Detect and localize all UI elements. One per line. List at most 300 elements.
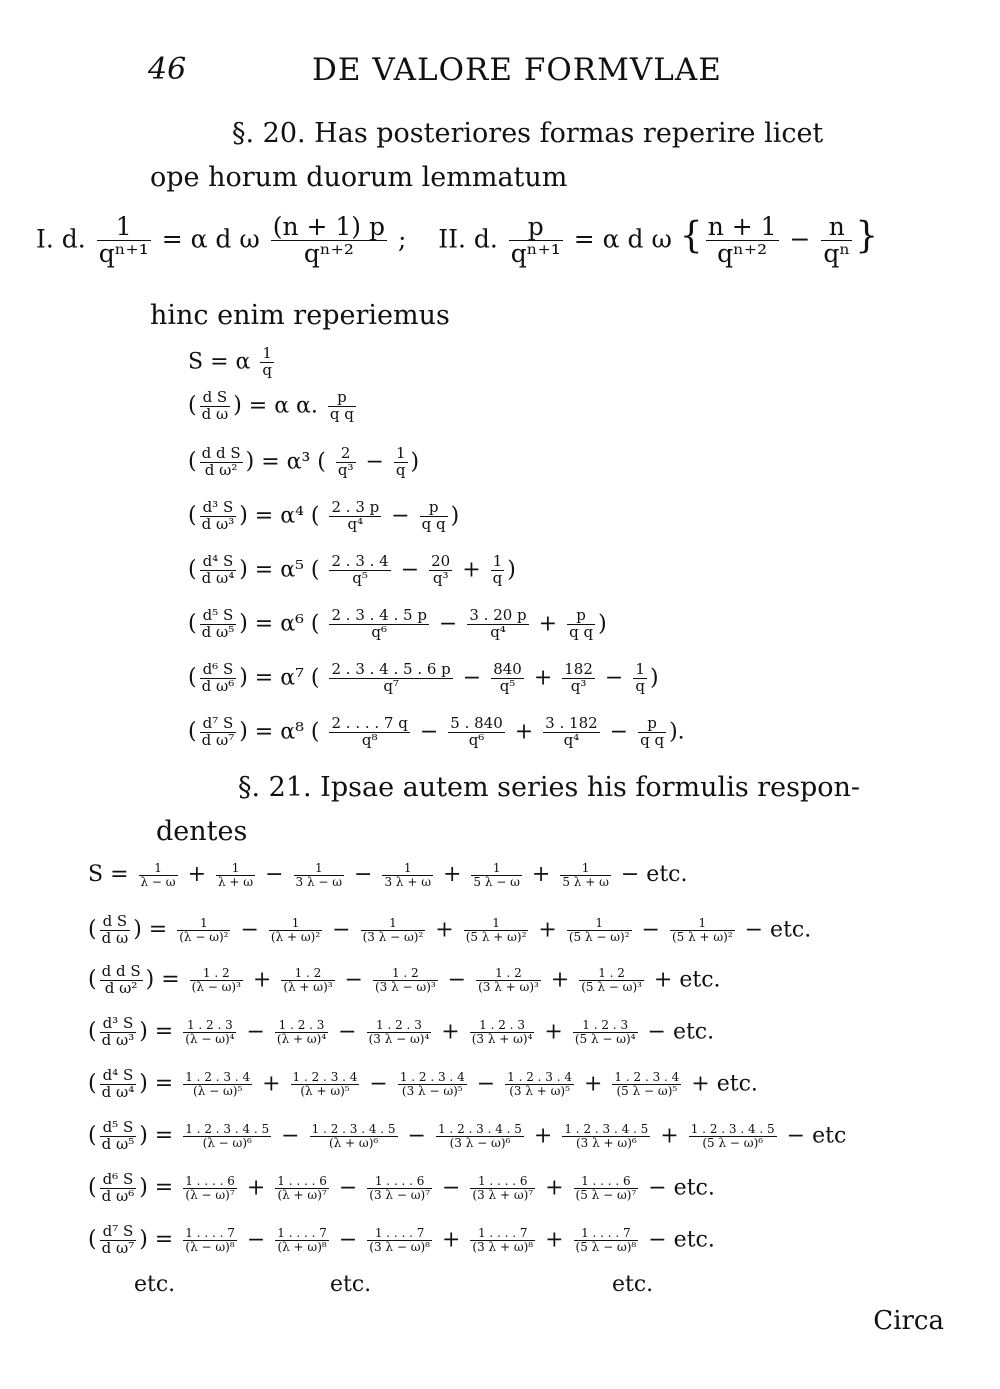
series-op: − — [331, 1019, 364, 1045]
series-lhs-fraction-num: d S — [100, 914, 131, 931]
deriv-lhs-fraction-num: d⁵ S — [200, 608, 237, 625]
deriv-lhs: ( $\frac{\text{d⁶ S}}{\text{d ω⁶}}$ ) — [188, 660, 255, 695]
lemma1-equals: = α d ω — [161, 224, 260, 254]
deriv-lhs-fraction — [200, 554, 237, 587]
series-term-den: (3 λ − ω)⁷ — [369, 1187, 430, 1202]
series-row — [88, 862, 688, 888]
series-term-num: 1 . . . . 7 — [185, 1226, 235, 1241]
series-term-den: λ + ω — [218, 874, 254, 889]
deriv-coef: = α⁴ ( — [254, 503, 327, 529]
series-term-num: 1 . 2 . 3 . 4 . 5 — [437, 1122, 522, 1137]
series-op: + — [526, 1123, 560, 1149]
deriv-lhs-fraction — [200, 500, 237, 533]
deriv-lhs-fraction — [200, 662, 237, 695]
deriv-term-num: p — [328, 390, 356, 407]
series-term-den: (5 λ + ω)² — [671, 929, 733, 944]
deriv-term-num: 2 . 3 . 4 . 5 p — [331, 606, 427, 624]
series-op: − — [337, 967, 370, 993]
series-term-num: 1 — [567, 917, 632, 931]
para21-line2: dentes — [156, 816, 248, 847]
series-lhs: S = — [88, 862, 136, 888]
series-op: − — [634, 917, 667, 943]
deriv-lhs-fraction-den: d ω⁵ — [201, 622, 235, 641]
deriv-term — [638, 716, 666, 749]
series-term — [269, 917, 322, 943]
para21-line1: §. 21. Ipsae autem series his formulis respon- — [238, 772, 861, 803]
series-term — [579, 967, 644, 993]
lemma1-fraction: $\frac{1}{\text{qⁿ⁺¹}}$ — [98, 212, 149, 269]
series-op: + — [577, 1071, 610, 1097]
series-term — [216, 862, 255, 888]
deriv-lhs-fraction-den: d ω — [201, 404, 229, 423]
series-lhs-fraction-den: d ω⁶ — [101, 1186, 135, 1205]
series-lhs-fraction-den: d ω⁵ — [101, 1134, 135, 1153]
series-term-den: (3 λ − ω)³ — [374, 979, 436, 994]
series-term — [183, 1227, 237, 1253]
series-term-den: (3 λ − ω)⁵ — [401, 1083, 463, 1098]
series-op: − — [362, 1071, 395, 1097]
deriv-term-num: 1 — [491, 554, 505, 571]
series-term — [573, 1019, 638, 1045]
deriv-term-den: q⁶ — [371, 622, 388, 641]
series-term-den: (5 λ − ω)² — [568, 929, 630, 944]
deriv-term-den: q q — [640, 730, 665, 749]
deriv-term — [329, 500, 381, 533]
deriv-term — [329, 662, 452, 695]
series-term-num: 1 — [471, 862, 522, 876]
series-term-den: (5 λ − ω)³ — [581, 979, 642, 994]
series-lhs-fraction — [100, 1224, 137, 1257]
series-term-num: 1 — [560, 862, 611, 876]
deriv-tail: ) — [598, 611, 607, 637]
series-op: + — [255, 1071, 288, 1097]
series-op: − — [440, 967, 474, 993]
series-term-den: (λ − ω)⁶ — [202, 1135, 252, 1150]
series-lhs: ( $\frac{\text{d S}}{\text{d ω}}$ ) = — [88, 912, 175, 947]
deriv-term-num: 182 — [564, 660, 593, 678]
series-term-num: 1 . . . . 7 — [277, 1226, 327, 1241]
series-term-den: (λ + ω)² — [270, 929, 321, 944]
series-term — [373, 967, 438, 993]
series-op: − — [331, 1175, 365, 1201]
series-tail: − etc — [779, 1123, 847, 1149]
deriv-term-den: q³ — [337, 460, 354, 479]
series-term — [689, 1123, 777, 1149]
series-term-den: (λ + ω)⁴ — [276, 1031, 327, 1046]
deriv-term-num: 2 . 3 p — [331, 498, 380, 516]
series-term-den: (3 λ − ω)⁶ — [449, 1135, 511, 1150]
deriv-lhs: S = α — [188, 349, 258, 375]
series-term — [183, 1175, 237, 1201]
series-term — [183, 1019, 236, 1045]
deriv-coef: = α⁶ ( — [254, 611, 327, 637]
series-tail: − etc. — [641, 1175, 715, 1201]
series-term-den: (λ + ω)⁶ — [328, 1135, 379, 1150]
deriv-lhs-fraction-den: d ω⁶ — [201, 676, 235, 695]
series-row — [88, 1068, 758, 1101]
series-term — [139, 862, 178, 888]
deriv-term — [633, 662, 647, 695]
series-term — [275, 1019, 328, 1045]
series-term-den: (5 λ + ω)² — [465, 929, 527, 944]
series-op: + — [538, 1175, 571, 1201]
deriv-term-den: q³ — [432, 568, 449, 587]
series-op: + — [245, 967, 279, 993]
para20-line1: §. 20. Has posteriores formas reperire licet — [232, 118, 824, 149]
series-term — [275, 1227, 329, 1253]
series-term-den: (5 λ − ω)⁶ — [702, 1135, 764, 1150]
series-term-den: (λ + ω)³ — [283, 979, 333, 994]
series-term — [190, 967, 243, 993]
series-op: − — [469, 1071, 503, 1097]
series-op: + — [653, 1123, 686, 1149]
series-term — [367, 1227, 432, 1253]
deriv-lhs: ( $\frac{\text{d³ S}}{\text{d ω³}}$ ) — [188, 498, 255, 533]
deriv-term — [543, 716, 599, 749]
deriv-op: − — [412, 719, 446, 745]
series-term-num: 1 — [361, 917, 426, 931]
series-term-num: 1 . 2 . 3 . 4 . 5 — [564, 1122, 649, 1137]
series-op: − — [435, 1175, 468, 1201]
deriv-coef: = α³ ( — [261, 449, 333, 475]
deriv-tail: ) — [649, 665, 659, 691]
deriv-term-num: 2 . . . . 7 q — [331, 714, 408, 732]
series-op: + — [524, 862, 558, 888]
deriv-coef: = α⁵ ( — [254, 557, 327, 583]
deriv-term-den: q q — [329, 404, 354, 423]
deriv-term-num: 2 . 3 . 4 — [331, 552, 389, 570]
series-term-den: (3 λ + ω)⁵ — [509, 1083, 570, 1098]
deriv-lhs-fraction-den: d ω⁴ — [201, 568, 235, 587]
series-term — [310, 1123, 398, 1149]
lemma2-equals: = α d ω — [573, 224, 672, 254]
lemma2-label: II. d. — [438, 224, 498, 254]
series-term — [471, 862, 522, 888]
series-lhs: ( $\frac{\text{d⁴ S}}{\text{d ω⁴}}$ ) = — [88, 1066, 181, 1101]
series-term-num: 1 . 2 . 3 — [275, 1019, 328, 1033]
deriv-op: − — [358, 449, 391, 475]
series-op: − — [347, 862, 380, 888]
series-op: + — [531, 917, 564, 943]
series-op: − — [239, 1227, 273, 1253]
deriv-term — [429, 554, 452, 587]
series-term — [291, 1071, 360, 1097]
deriv-op: + — [507, 719, 541, 745]
deriv-tail: ) — [450, 503, 460, 529]
series-term — [281, 967, 334, 993]
series-term-num: 1 . 2 . 3 . 4 — [292, 1070, 358, 1085]
series-lhs-fraction — [100, 1016, 137, 1049]
deriv-op: + — [531, 611, 565, 637]
series-term-den: (3 λ − ω)⁴ — [368, 1031, 430, 1046]
page-header — [0, 52, 1000, 92]
brace-close: } — [855, 215, 879, 257]
series-op: − — [239, 1019, 272, 1045]
series-term — [670, 917, 735, 943]
series-term-den: 3 λ + ω — [384, 874, 431, 889]
deriv-term-num: p — [420, 500, 448, 517]
series-term-den: (λ + ω)⁵ — [300, 1083, 350, 1098]
series-lhs: ( $\frac{\text{d⁵ S}}{\text{d ω⁵}}$ ) = — [88, 1118, 181, 1153]
series-term — [476, 967, 541, 993]
series-term-den: 5 λ − ω — [473, 874, 520, 889]
series-term-num: 1 — [464, 917, 529, 931]
series-term — [367, 1175, 432, 1201]
etc-1: etc. — [134, 1272, 176, 1297]
deriv-term-den: q — [262, 360, 272, 379]
deriv-term — [260, 346, 274, 379]
series-lhs: ( $\frac{\text{d⁷ S}}{\text{d ω⁷}}$ ) = — [88, 1222, 181, 1257]
derivative-row — [188, 554, 516, 587]
series-term — [562, 1123, 650, 1149]
lemma1-label: I. d. — [36, 224, 86, 254]
series-term-den: (3 λ + ω)⁶ — [575, 1135, 637, 1150]
series-term-den: (3 λ + ω)⁴ — [471, 1031, 533, 1046]
series-tail: + etc. — [646, 967, 721, 993]
series-term — [464, 917, 529, 943]
series-term-den: (3 λ − ω)² — [362, 929, 424, 944]
series-term-den: (λ − ω)⁸ — [185, 1239, 235, 1254]
series-term-den: (λ + ω)⁸ — [277, 1239, 327, 1254]
series-lhs-fraction-den: d ω⁴ — [101, 1082, 135, 1101]
lemma1-rhs-fraction: $\frac{(n + 1) p}{\text{qⁿ⁺²}}$ — [272, 212, 386, 269]
deriv-term-num: 3 . 182 — [545, 714, 598, 732]
deriv-lhs: ( $\frac{\text{d S}}{\text{d ω}}$ ) — [188, 388, 249, 423]
series-term-num: 1 — [294, 862, 345, 876]
series-op: + — [428, 917, 461, 943]
lemma-separator: ; — [397, 224, 407, 254]
derivative-row — [188, 446, 419, 479]
derivative-row — [188, 390, 359, 423]
series-term-num: 1 . 2 . 3 . 4 — [399, 1070, 465, 1085]
series-row — [88, 1172, 715, 1205]
series-term-den: (5 λ − ω)⁴ — [574, 1031, 636, 1046]
series-tail: − etc. — [613, 862, 688, 888]
series-term-num: 1 . . . . 6 — [277, 1174, 327, 1189]
series-term-num: 1 . . . . 7 — [470, 1227, 535, 1241]
series-term-num: 1 . . . . 7 — [574, 1227, 639, 1241]
deriv-term-num: 1 — [394, 446, 408, 463]
series-term-num: 1 — [216, 862, 255, 876]
series-row — [88, 1016, 714, 1049]
series-term — [470, 1175, 535, 1201]
deriv-term — [328, 390, 356, 423]
deriv-op: − — [602, 719, 636, 745]
deriv-lhs-fraction-num: d⁴ S — [200, 554, 237, 571]
series-term-num: 1 . . . . 6 — [185, 1174, 235, 1189]
series-term-num: 1 . . . . 6 — [574, 1175, 639, 1189]
deriv-lhs-fraction — [200, 446, 243, 479]
deriv-lhs: ( $\frac{\text{d⁷ S}}{\text{d ω⁷}}$ ) — [188, 714, 255, 749]
deriv-term-den: q⁵ — [352, 568, 368, 587]
series-term-num: 1 . 2 . 3 . 4 . 5 — [690, 1122, 775, 1137]
series-lhs-fraction-den: d ω — [101, 928, 129, 947]
deriv-term — [567, 608, 595, 641]
series-term — [470, 1227, 535, 1253]
series-term-num: 1 . . . . 6 — [470, 1175, 535, 1189]
series-lhs: ( $\frac{\text{d³ S}}{\text{d ω³}}$ ) = — [88, 1014, 181, 1049]
deriv-term-num: 2 . 3 . 4 . 5 . 6 p — [331, 660, 451, 678]
series-term-num: 1 . 2 . 3 . 4 — [614, 1070, 680, 1085]
series-term-num: 1 . 2 . 3 . 4 — [185, 1070, 251, 1085]
deriv-lhs-fraction-num: d S — [200, 390, 231, 407]
series-lhs-fraction — [100, 1172, 137, 1205]
deriv-term-den: q⁴ — [490, 622, 506, 641]
hinc-line: hinc enim reperiemus — [150, 300, 450, 331]
series-term — [612, 1071, 681, 1097]
series-term — [574, 1227, 639, 1253]
series-term-num: 1 . 2 — [579, 967, 644, 981]
deriv-lhs-fraction-num: d⁷ S — [200, 716, 237, 733]
series-lhs-fraction — [100, 1068, 137, 1101]
deriv-term-den: q — [395, 460, 406, 479]
series-term-den: (λ − ω)⁷ — [185, 1187, 235, 1202]
deriv-lhs-fraction — [200, 716, 237, 749]
series-term — [574, 1175, 639, 1201]
series-lhs-fraction-den: d ω² — [104, 978, 138, 997]
deriv-lhs-fraction-den: d ω² — [204, 460, 238, 479]
deriv-term-num: 5 . 840 — [450, 714, 503, 732]
series-term — [567, 917, 632, 943]
deriv-lhs-fraction-num: d⁶ S — [200, 662, 237, 679]
deriv-term — [394, 446, 408, 479]
series-term-den: 5 λ + ω — [562, 874, 609, 889]
deriv-term-den: q⁷ — [383, 676, 399, 695]
running-title: DE VALORE FORMVLAE — [312, 52, 722, 88]
series-term-den: (λ − ω)³ — [191, 979, 241, 994]
deriv-term — [562, 662, 595, 695]
deriv-term-den: q⁵ — [499, 676, 516, 695]
deriv-term-den: q q — [421, 514, 446, 533]
series-term-den: (5 λ − ω)⁸ — [575, 1239, 637, 1254]
deriv-term-num: 2 — [336, 446, 356, 463]
deriv-term-den: q⁶ — [468, 730, 485, 749]
series-term-num: 1 — [139, 862, 178, 876]
series-term-num: 1 — [670, 917, 735, 931]
series-term-num: 1 . 2 . 3 — [470, 1019, 535, 1033]
series-term-den: 3 λ − ω — [295, 874, 343, 889]
deriv-term-num: 840 — [493, 660, 522, 678]
deriv-lhs-fraction — [200, 608, 237, 641]
series-term-num: 1 . 2 . 3 . 4 . 5 — [311, 1122, 396, 1137]
deriv-op: − — [597, 665, 631, 691]
series-term — [436, 1123, 524, 1149]
series-term — [560, 862, 611, 888]
deriv-term-num: 1 — [260, 346, 274, 363]
etc-2: etc. — [330, 1272, 372, 1297]
deriv-term-den: q — [492, 568, 503, 587]
series-term-den: (5 λ − ω)⁵ — [616, 1083, 678, 1098]
catchword: Circa — [873, 1306, 944, 1336]
series-term-den: λ − ω — [140, 874, 176, 889]
series-tail: − etc. — [640, 1019, 715, 1045]
deriv-term-num: p — [567, 608, 595, 625]
series-op: − — [233, 917, 266, 943]
deriv-term-num: 1 — [633, 662, 647, 679]
series-lhs-fraction — [100, 964, 143, 997]
para20-line2: ope horum duorum lemmatum — [150, 162, 568, 193]
series-term-num: 1 . . . . 7 — [367, 1227, 432, 1241]
brace-open: { — [679, 215, 703, 257]
series-term-num: 1 . 2 — [281, 967, 334, 981]
series-row — [88, 1120, 846, 1153]
deriv-term — [420, 500, 448, 533]
series-term-den: (λ + ω)⁷ — [277, 1187, 327, 1202]
deriv-term — [467, 608, 528, 641]
deriv-tail: ). — [669, 719, 685, 745]
series-term-num: 1 . . . . 6 — [367, 1175, 432, 1189]
deriv-term — [491, 554, 505, 587]
series-lhs: ( $\frac{\text{d⁶ S}}{\text{d ω⁶}}$ ) = — [88, 1170, 181, 1205]
series-term — [505, 1071, 574, 1097]
series-op: + — [543, 967, 577, 993]
series-tail: − etc. — [737, 917, 812, 943]
deriv-term — [329, 716, 409, 749]
deriv-lhs-fraction — [200, 390, 231, 423]
deriv-term — [329, 608, 428, 641]
series-term-num: 1 . 2 — [373, 967, 438, 981]
deriv-lhs: ( $\frac{\text{d d S}}{\text{d ω²}}$ ) — [188, 444, 262, 479]
deriv-term — [448, 716, 504, 749]
series-term — [275, 1175, 329, 1201]
series-op: + — [537, 1019, 570, 1045]
series-term — [177, 917, 230, 943]
series-tail: + etc. — [684, 1071, 758, 1097]
deriv-term-den: q q — [569, 622, 594, 641]
deriv-lhs-fraction-num: d³ S — [200, 500, 237, 517]
series-term-num: 1 . 2 . 3 — [573, 1019, 638, 1033]
series-term-den: (λ − ω)² — [179, 929, 229, 944]
lemma-formula — [36, 214, 878, 268]
series-term — [294, 862, 345, 888]
series-term-den: (3 λ + ω)⁸ — [472, 1239, 534, 1254]
series-term-num: 1 . 2 . 3 . 4 . 5 — [185, 1122, 270, 1137]
deriv-op: + — [526, 665, 560, 691]
derivative-row — [188, 346, 277, 379]
deriv-lhs: ( $\frac{\text{d⁴ S}}{\text{d ω⁴}}$ ) — [188, 552, 255, 587]
lemma2-fraction: $\frac{p}{\text{qⁿ⁺¹}}$ — [510, 212, 561, 269]
lemma2-term-b: $\frac{n}{\text{qⁿ}}$ — [823, 212, 851, 269]
series-term — [382, 862, 433, 888]
series-op: + — [435, 862, 469, 888]
series-op: − — [400, 1123, 433, 1149]
series-term-den: (λ − ω)⁴ — [185, 1031, 235, 1046]
series-term-num: 1 . 2 . 3 . 4 — [507, 1070, 572, 1085]
series-op: + — [435, 1227, 468, 1253]
series-term-den: (λ − ω)⁵ — [193, 1083, 243, 1098]
deriv-op: − — [384, 503, 417, 529]
series-term-num: 1 — [382, 862, 433, 876]
series-lhs: ( $\frac{\text{d d S}}{\text{d ω²}}$ ) = — [88, 962, 187, 997]
series-row — [88, 1224, 715, 1257]
deriv-coef: = α⁸ ( — [254, 719, 327, 745]
series-term-num: 1 . 2 . 3 — [367, 1019, 432, 1033]
series-term — [183, 1123, 271, 1149]
series-term-num: 1 — [177, 917, 230, 931]
deriv-lhs-fraction-den: d ω⁷ — [201, 730, 235, 749]
deriv-coef: = α α. — [248, 393, 325, 419]
page-number: 46 — [148, 52, 187, 87]
etc-3: etc. — [612, 1272, 654, 1297]
deriv-lhs-fraction-num: d d S — [201, 444, 241, 462]
derivative-row — [188, 662, 659, 695]
deriv-term — [336, 446, 356, 479]
series-term-den: (3 λ − ω)⁸ — [369, 1239, 430, 1254]
series-row — [88, 964, 721, 997]
deriv-op: − — [393, 557, 427, 583]
series-lhs-fraction-num: d⁶ S — [100, 1172, 137, 1189]
deriv-term-den: q³ — [570, 676, 587, 695]
